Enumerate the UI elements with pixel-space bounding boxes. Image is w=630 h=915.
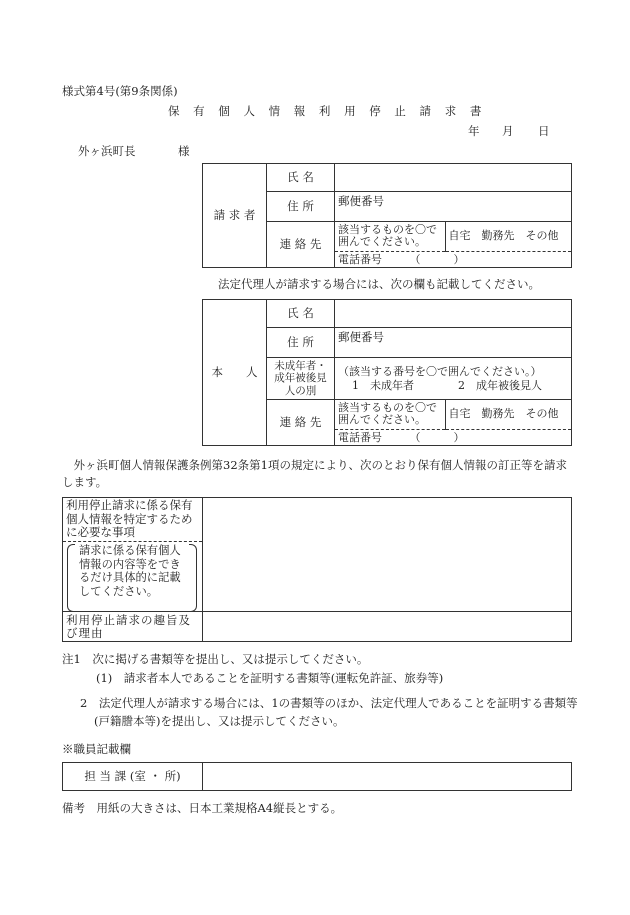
specify-note-bracket (67, 544, 197, 612)
principal-name-field[interactable] (335, 300, 572, 328)
date-year: 年 (468, 124, 480, 138)
requester-contact-instruction: 該当するものを〇で囲んでください。 (335, 222, 445, 251)
specify-label: 利用停止請求に係る保有個人情報を特定するために必要な事項 (63, 498, 202, 542)
reason-label: 利用停止請求の趣旨及び理由 (63, 612, 203, 642)
principal-category-label: 未成年者・成年被後見人の別 (267, 358, 335, 400)
requester-section-label: 請 求 者 (203, 164, 267, 268)
date-month: 月 (502, 124, 514, 138)
remarks: 備考 用紙の大きさは、日本工業規格A4縦長とする。 (62, 801, 343, 815)
principal-contact-options[interactable]: 自宅 勤務先 その他 (448, 407, 559, 421)
staff-dept-label: 担 当 課 (室 ・ 所) (63, 763, 203, 791)
form-number: 様式第4号(第9条関係) (62, 84, 178, 98)
principal-contact-field[interactable] (335, 400, 572, 446)
requester-table (202, 163, 572, 268)
requester-postal-label: 郵便番号 (338, 194, 384, 208)
info-table (62, 497, 572, 642)
specify-input[interactable] (203, 498, 572, 612)
principal-category-instruction: （該当する番号を〇で囲んでください。） (338, 364, 542, 378)
specify-label-cell (63, 498, 203, 612)
principal-address-label: 住 所 (267, 328, 335, 358)
requester-address-field[interactable] (335, 192, 572, 222)
addressee-honorific: 様 (178, 144, 190, 158)
principal-section-label: 本 人 (203, 300, 267, 446)
principal-category-field[interactable] (335, 358, 572, 400)
requester-phone-label[interactable]: 電話番号 （ ） (335, 251, 571, 267)
principal-contact-label: 連 絡 先 (267, 400, 335, 446)
principal-phone-label[interactable]: 電話番号 （ ） (335, 429, 571, 445)
agent-note: 法定代理人が請求する場合には、次の欄も記載してください。 (218, 277, 540, 291)
addressee-name: 外ヶ浜町長 (78, 144, 136, 158)
reason-input[interactable] (203, 612, 572, 642)
principal-address-field[interactable] (335, 328, 572, 358)
staff-table (62, 762, 572, 791)
form-title: 保 有 個 人 情 報 利 用 停 止 請 求 書 (168, 104, 487, 118)
requester-contact-field[interactable] (335, 222, 572, 268)
principal-contact-instruction: 該当するものを〇で囲んでください。 (335, 400, 445, 429)
principal-postal-label: 郵便番号 (338, 330, 384, 344)
requester-name-label: 氏 名 (267, 164, 335, 192)
requester-name-field[interactable] (335, 164, 572, 192)
specify-note: 請求に係る保有個人情報の内容等をできるだけ具体的に記載してください。 (79, 544, 181, 598)
staff-dept-input[interactable] (203, 763, 572, 791)
principal-name-label: 氏 名 (267, 300, 335, 328)
date-day: 日 (538, 124, 550, 138)
principal-table (202, 299, 572, 446)
requester-contact-options[interactable]: 自宅 勤務先 その他 (448, 229, 559, 243)
requester-contact-label: 連 絡 先 (267, 222, 335, 268)
note-1: 注1 次に掲げる書類等を提出し、又は提示してください。 (62, 652, 369, 666)
principal-category-options[interactable]: 1 未成年者 2 成年被後見人 (352, 378, 542, 392)
note-1-sub: (1) 請求者本人であることを証明する書類等(運転免許証、旅券等) (96, 671, 444, 685)
staff-heading: ※職員記載欄 (62, 742, 131, 756)
note-2: 2 法定代理人が請求する場合には、1の書類等のほか、法定代理人であることを証明する書類等(戸籍謄本等)を提出し、又は提示してください。 (80, 696, 578, 729)
ordinance-text: 外ヶ浜町個人情報保護条例第32条第1項の規定により、次のとおり保有個人情報の訂正等を請求します。 (62, 458, 567, 490)
requester-address-label: 住 所 (267, 192, 335, 222)
